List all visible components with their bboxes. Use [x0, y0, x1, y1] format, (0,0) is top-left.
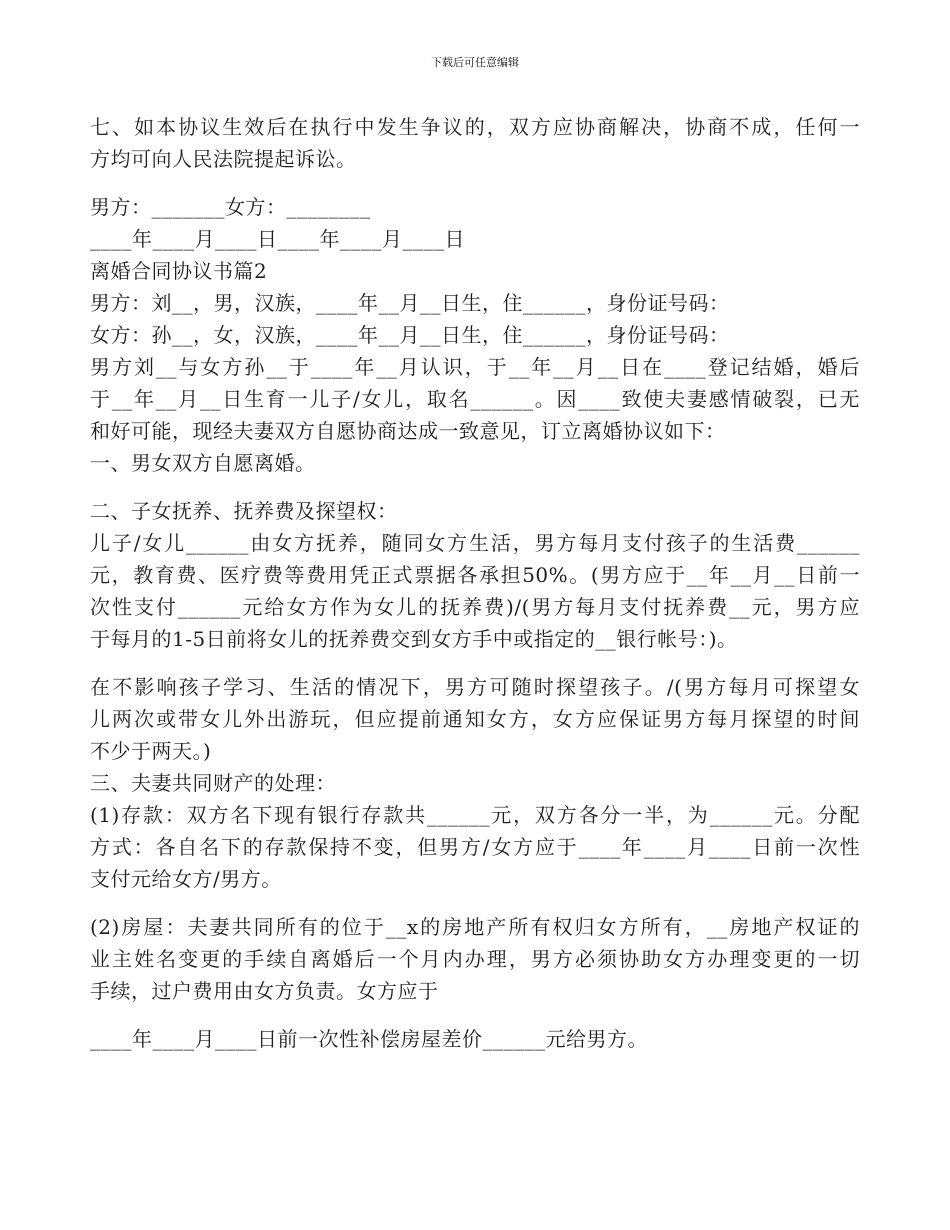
text-line: 离婚合同协议书篇2: [90, 259, 268, 283]
text-line: ____年____月____日____年____月____日: [90, 227, 465, 251]
text-line: 儿两次或带女儿外出游玩，但应提前通知女方，女方应保证男方每月探望的时间: [90, 707, 860, 731]
text-line: 儿子/女儿______由女方抚养，随同女方生活，男方每月支付孩子的生活费______: [90, 531, 860, 555]
clause-one: [90, 447, 860, 479]
text-line: 手续，过户费用由女方负责。女方应于: [90, 979, 439, 1003]
text-line: 二、子女抚养、抚养费及探望权：: [90, 499, 398, 523]
text-line: 不少于两天。): [90, 739, 212, 763]
text-group: [90, 671, 860, 895]
text-line: 于__年__月__日生育一儿子/女儿，取名______。因____致使夫妻感情破裂，已无: [90, 387, 860, 411]
text-line: 一、男女双方自愿离婚。: [90, 451, 316, 475]
text-line: 和好可能，现经夫妻双方自愿协商达成一致意见，订立离婚协议如下：: [90, 419, 726, 443]
text-line: 元，教育费、医疗费等费用凭正式票据各承担50%。(男方应于__年__月__日前一: [90, 563, 860, 587]
text-line: 次性支付______元给女方作为女儿的抚养费)/(男方每月支付抚养费__元，男方应: [90, 595, 860, 619]
text-group: [90, 495, 860, 655]
text-line: 支付元给女方/男方。: [90, 867, 282, 891]
date-line: [90, 223, 860, 255]
visitation-paragraph: [90, 671, 860, 767]
text-line: 方均可向人民法院提起诉讼。: [90, 147, 357, 171]
text-line: 业主姓名变更的手续自离婚后一个月内办理，男方必须协助女方办理变更的一切: [90, 947, 860, 971]
text-line: 男方刘__与女方孙__于____年__月认识，于__年__月__日在____登记结婚，婚后: [90, 355, 860, 379]
section-title: [90, 255, 860, 287]
text-group: [90, 911, 860, 1007]
clause-two-heading: [90, 495, 860, 527]
text-line: 男方：刘__，男，汉族，____年__月__日生，住______，身份证号码：: [90, 291, 730, 315]
party-male: [90, 287, 860, 319]
text-line: 三、夫妻共同财产的处理：: [90, 771, 336, 795]
text-line: 于每月的1-5日前将女儿的抚养费交到女方手中或指定的__银行帐号：)。: [90, 627, 738, 651]
background-paragraph: [90, 351, 860, 447]
text-group: [90, 111, 860, 175]
text-line: (1)存款：双方名下现有银行存款共______元，双方各分一半，为______元。分配: [90, 803, 860, 827]
deposit-paragraph: [90, 799, 860, 895]
page-header: 下载后可任意编辑: [431, 56, 519, 69]
housing-paragraph: [90, 911, 860, 1007]
text-line: 女方：孙__，女，汉族，____年__月__日生，住______，身份证号码：: [90, 323, 730, 347]
text-group: [90, 191, 860, 479]
text-line: 男方：_______女方：________: [90, 195, 371, 219]
signature-line: [90, 191, 860, 223]
party-female: [90, 319, 860, 351]
text-line: 在不影响孩子学习、生活的情况下，男方可随时探望孩子。/(男方每月可探望女: [90, 675, 860, 699]
child-support-paragraph: [90, 527, 860, 655]
text-line: ____年____月____日前一次性补偿房屋差价______元给男方。: [90, 1027, 648, 1051]
clause-seven-paragraph: [90, 111, 860, 175]
text-group: [90, 1023, 860, 1055]
document-body: [90, 111, 860, 1055]
text-line: 方式：各自名下的存款保持不变，但男方/女方应于____年____月____日前一次性: [90, 835, 860, 859]
clause-three-heading: [90, 767, 860, 799]
text-line: (2)房屋：夫妻共同所有的位于__x的房地产所有权归女方所有，__房地产权证的: [90, 915, 860, 939]
text-line: 七、如本协议生效后在执行中发生争议的，双方应协商解决，协商不成，任何一: [90, 115, 860, 139]
compensation-paragraph: [90, 1023, 860, 1055]
